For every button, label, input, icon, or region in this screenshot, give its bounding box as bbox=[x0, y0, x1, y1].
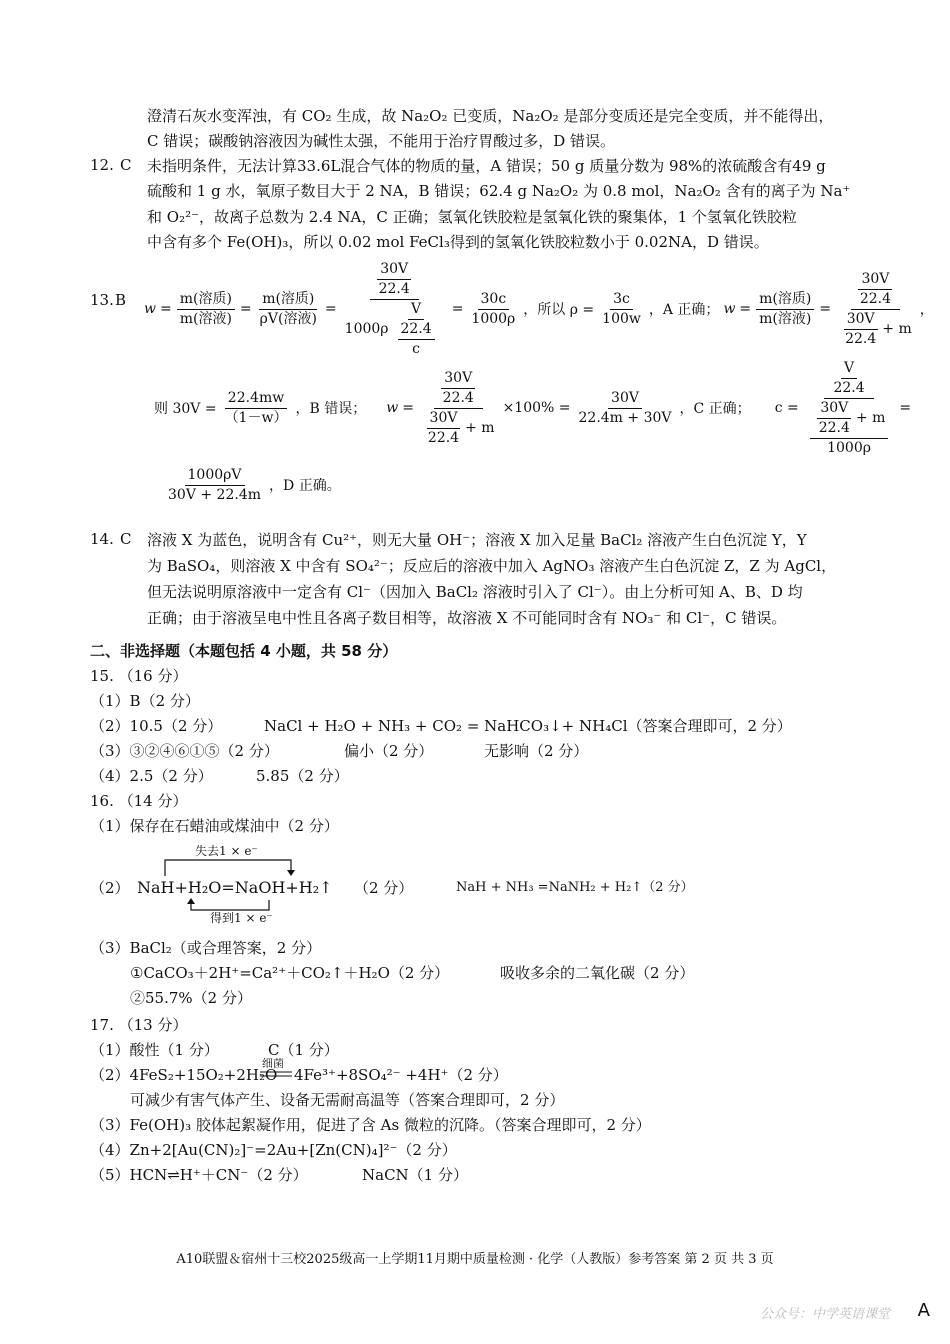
question-heading: 17. （13 分） bbox=[90, 1016, 188, 1034]
fraction bbox=[810, 400, 889, 457]
denominator bbox=[836, 310, 915, 348]
denominator: 22.4 bbox=[859, 290, 891, 307]
denominator bbox=[392, 320, 441, 358]
fraction bbox=[842, 311, 879, 348]
numerator: 30V bbox=[427, 410, 461, 429]
fraction bbox=[392, 301, 441, 358]
fraction bbox=[222, 390, 291, 427]
symbol: ， bbox=[919, 302, 934, 318]
text-line: 吸收多余的二氧化碳（2 分） bbox=[500, 964, 695, 982]
denominator bbox=[804, 399, 895, 457]
fraction bbox=[576, 390, 675, 427]
denominator: 22.4 bbox=[833, 379, 865, 396]
text-line: （3）③②④⑥①⑤（2 分） bbox=[90, 742, 279, 760]
fraction bbox=[425, 410, 462, 447]
watermark: 公众号：中学英语课堂 bbox=[759, 1307, 890, 1322]
numerator: m(溶质) bbox=[756, 291, 814, 310]
denominator: 100w bbox=[602, 310, 641, 327]
denominator: 22.4 bbox=[427, 429, 460, 446]
symbol: = bbox=[159, 301, 172, 317]
denominator bbox=[419, 409, 498, 447]
numerator: m(溶质) bbox=[177, 291, 235, 310]
question-heading: 16. （14 分） bbox=[90, 792, 188, 810]
denominator: c bbox=[412, 340, 421, 357]
numerator bbox=[434, 370, 483, 409]
text-line: 5.85（2 分） bbox=[256, 767, 349, 785]
question-heading: 15. （16 分） bbox=[90, 667, 188, 685]
text-line: （2） bbox=[90, 879, 130, 897]
numerator: 30V bbox=[377, 261, 411, 280]
denominator: 1000ρ bbox=[471, 310, 516, 327]
denominator: 22.4m + 30V bbox=[578, 409, 672, 426]
electron-transfer-arrow bbox=[160, 856, 300, 876]
text-line: （3）BaCl₂（或合理答案，2 分） bbox=[90, 939, 322, 957]
corner-mark: A bbox=[917, 1300, 930, 1321]
text-line: ①CaCO₃＋2H⁺=Ca²⁺＋CO₂↑＋H₂O（2 分） bbox=[130, 964, 450, 982]
numerator: 1000ρV bbox=[185, 467, 245, 486]
text-line: C（1 分） bbox=[268, 1041, 339, 1059]
numerator: 22.4 bbox=[398, 321, 435, 340]
page-footer: A10联盟＆宿州十三校2025级高一上学期11月期中质量检测 · 化学（人教版）参考答案 第 2 页 共 3 页 bbox=[176, 1252, 774, 1267]
symbol: 1000ρ bbox=[344, 320, 389, 337]
fraction bbox=[398, 321, 435, 358]
denominator: ρV(溶液) bbox=[259, 310, 317, 327]
text-line: （1）酸性（1 分） bbox=[90, 1041, 219, 1059]
text-line: （1）B（2 分） bbox=[90, 692, 200, 710]
text-line: 可减少有害气体产生、设备无需耐高温等（答案合理即可，2 分） bbox=[130, 1091, 565, 1109]
symbol: + m bbox=[465, 419, 495, 436]
denominator: 22.4 bbox=[818, 419, 850, 436]
compound-fraction bbox=[419, 370, 498, 447]
text-line: （3）Fe(OH)₃ 胶体起絮凝作用，促进了含 As 微粒的沉降。（答案合理即可，2 分） bbox=[90, 1116, 651, 1134]
fraction bbox=[816, 400, 853, 437]
text-line: 偏小（2 分） bbox=[344, 742, 434, 760]
section-heading: 二、非选择题（本题包括 4 小题，共 58 分） bbox=[90, 642, 398, 660]
fraction bbox=[599, 291, 644, 328]
text-line: 硫酸和 1 g 水，氧原子数目大于 2 NA，B 错误；62.4 g Na₂O₂ 为 0.8 mol，Na₂O₂ 含有的离子为 Na⁺ bbox=[147, 182, 851, 200]
denominator: m(溶液) bbox=[179, 310, 232, 327]
denominator: 22.4 bbox=[378, 280, 410, 297]
denominator: 22.4 bbox=[442, 389, 474, 406]
symbol: + m bbox=[855, 409, 886, 426]
text-line: 4Fe³⁺+8SO₄²⁻ +4H⁺（2 分） bbox=[294, 1066, 508, 1084]
numerator: 30V bbox=[858, 271, 892, 290]
denominator: （1－w） bbox=[224, 409, 288, 426]
text-line: NaCN（1 分） bbox=[362, 1166, 468, 1184]
numerator: 30V bbox=[608, 390, 642, 409]
reaction-condition: 细菌 bbox=[262, 1057, 284, 1070]
numerator: 30V bbox=[817, 400, 851, 419]
numerator bbox=[370, 261, 419, 300]
denominator: 22.4 bbox=[845, 330, 877, 347]
electron-gain-label: 得到1 × e⁻ bbox=[210, 911, 273, 925]
equals-arrow bbox=[260, 1070, 292, 1078]
symbol: = bbox=[324, 301, 337, 317]
numerator: 3c bbox=[610, 291, 633, 310]
text-line: （2 分） bbox=[354, 879, 414, 897]
numerator: 30c bbox=[478, 291, 510, 310]
fraction bbox=[440, 370, 477, 407]
symbol: w bbox=[144, 301, 156, 317]
text-line: NaCl + H₂O + NH₃ + CO₂ = NaHCO₃↓+ NH₄Cl（答案合理即可，2 分） bbox=[264, 717, 792, 735]
text-line: 未指明条件，无法计算33.6L混合气体的物质的量，A 错误；50 g 质量分数为 98%的浓硫酸含有49 g bbox=[147, 157, 826, 175]
symbol: = bbox=[402, 400, 414, 416]
text-line: （4）Zn+2[Au(CN)₂]⁻=2Au+[Zn(CN)₄]²⁻（2 分） bbox=[90, 1141, 457, 1159]
equation-row-1 bbox=[142, 258, 936, 360]
numerator: 30V bbox=[441, 370, 475, 389]
fraction bbox=[756, 291, 814, 328]
text-line: （2）10.5（2 分） bbox=[90, 717, 223, 735]
fraction bbox=[857, 271, 894, 308]
compound-fraction bbox=[342, 261, 447, 358]
answer-letter: C bbox=[120, 530, 132, 548]
denominator bbox=[342, 300, 447, 358]
redox-equation: NaH+H₂O=NaOH+H₂↑ bbox=[137, 878, 333, 897]
fraction bbox=[376, 261, 413, 298]
fraction bbox=[165, 467, 264, 504]
numerator bbox=[851, 271, 900, 310]
equation-row-2 bbox=[152, 359, 913, 456]
fraction bbox=[257, 291, 320, 328]
fraction bbox=[177, 291, 235, 328]
text-line: 正确；由于溶液呈电中性且各离子数目相等，故溶液 X 不可能同时含有 NO₃⁻ 和 Cl⁻，C 错误。 bbox=[147, 609, 787, 627]
numerator bbox=[824, 360, 873, 399]
text-line: （4）2.5（2 分） bbox=[90, 767, 213, 785]
fraction bbox=[468, 291, 518, 328]
text-line: 为 BaSO₄，则溶液 X 中含有 SO₄²⁻；反应后的溶液中加入 AgNO₃ 溶液产生白色沉淀 Z，Z 为 AgCl， bbox=[147, 557, 837, 575]
answer-letter: B bbox=[115, 291, 127, 309]
answer-letter: C bbox=[120, 156, 132, 174]
text-line: 溶液 X 为蓝色，说明含有 Cu²⁺，则无大量 OH⁻；溶液 X 加入足量 BaCl₂ 溶液产生白色沉淀 Y，Y bbox=[147, 531, 807, 549]
text-line: 但无法说明原溶液中一定含有 Cl⁻（因加入 BaCl₂ 溶液时引入了 Cl⁻）。由上分析可知 A、B、D 均 bbox=[147, 583, 803, 601]
text-line: 无影响（2 分） bbox=[484, 742, 589, 760]
question-number: 13. bbox=[90, 291, 114, 309]
symbol: w bbox=[723, 301, 736, 317]
denominator: m(溶液) bbox=[759, 310, 812, 327]
numerator: V bbox=[408, 301, 424, 320]
text-line: 和 O₂²⁻，故离子总数为 2.4 NA，C 正确；氢氧化铁胶粒是氢氧化铁的聚集体，1 个氢氧化铁胶粒 bbox=[147, 208, 797, 226]
symbol: = bbox=[899, 400, 912, 416]
symbol: ，B 错误； bbox=[295, 401, 367, 417]
text-line: （2）4FeS₂+15O₂+2H₂O bbox=[90, 1066, 278, 1084]
numerator: V bbox=[841, 360, 857, 379]
fraction bbox=[830, 360, 867, 397]
symbol: ，A 正确； bbox=[648, 302, 720, 318]
question-number: 12. bbox=[90, 156, 114, 174]
symbol: c = bbox=[774, 400, 799, 416]
numerator: 22.4mw bbox=[225, 390, 287, 409]
text-line: NaH + NH₃ =NaNH₂ + H₂↑（2 分） bbox=[456, 880, 694, 895]
symbol: ，D 正确。 bbox=[269, 478, 341, 494]
compound-fraction bbox=[836, 271, 915, 348]
symbol: + m bbox=[882, 320, 912, 337]
numerator: 30V bbox=[844, 311, 878, 330]
text-line: ②55.7%（2 分） bbox=[130, 989, 252, 1007]
symbol: = bbox=[819, 301, 832, 317]
text-line: （1）保存在石蜡油或煤油中（2 分） bbox=[90, 817, 339, 835]
text-line: 澄清石灰水变浑浊，有 CO₂ 生成，故 Na₂O₂ 已变质，Na₂O₂ 是部分变质还是完全变质，并不能得出， bbox=[147, 107, 834, 125]
question-number: 14. bbox=[90, 530, 114, 548]
electron-lose-label: 失去1 × e⁻ bbox=[195, 844, 258, 858]
denominator: 30V + 22.4m bbox=[168, 486, 262, 503]
symbol: = bbox=[739, 301, 752, 317]
text-line: 中含有多个 Fe(OH)₃，所以 0.02 mol FeCl₃得到的氢氧化铁胶粒数小于 0.02NA，D 错误。 bbox=[147, 233, 769, 251]
denominator: 1000ρ bbox=[827, 439, 871, 456]
symbol: 则 30V = bbox=[154, 401, 217, 417]
text-line: （5）HCN⇌H⁺＋CN⁻（2 分） bbox=[90, 1166, 308, 1184]
text-line: C 错误；碳酸钠溶液因为碱性太强，不能用于治疗胃酸过多，D 错误。 bbox=[147, 132, 616, 150]
symbol: = bbox=[239, 301, 252, 317]
numerator bbox=[810, 400, 889, 439]
symbol: ，所以 ρ = bbox=[523, 302, 595, 318]
symbol: ×100% = bbox=[502, 400, 571, 416]
symbol: = bbox=[451, 301, 464, 317]
numerator: m(溶质) bbox=[259, 291, 317, 310]
compound-fraction bbox=[804, 360, 895, 457]
equation-row-3 bbox=[162, 462, 343, 508]
symbol: ，C 正确； bbox=[679, 401, 751, 417]
symbol: w bbox=[386, 400, 399, 416]
